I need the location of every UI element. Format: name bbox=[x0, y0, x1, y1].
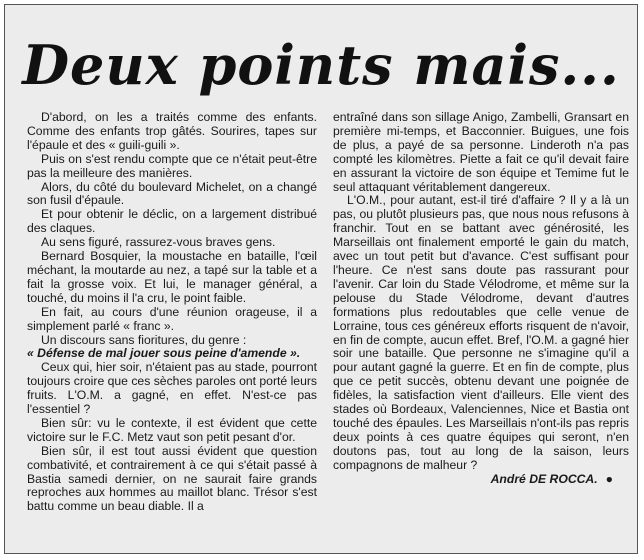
paragraph: Bernard Bosquier, la moustache en bataille, l'œil méchant, la moutarde au nez, a tapé sur la table et a fait la grosse voix. Et lui, le manager général, a touché, du moins il l'a cru, le point faible. bbox=[27, 249, 317, 305]
signature-text: André DE ROCCA. bbox=[490, 471, 598, 486]
right-column bbox=[333, 111, 629, 486]
paragraph: D'abord, on les a traités comme des enfants. Comme des enfants trop gâtés. Sourires, tapes sur l'épaule et des « guili-guili ». bbox=[27, 110, 317, 152]
paragraph: Et pour obtenir le déclic, on a largement distribué des claques. bbox=[27, 207, 317, 236]
paragraph: Bien sûr: vu le contexte, il est évident que cette victoire sur le F.C. Metz vaut son petit pesant d'or. bbox=[27, 415, 317, 444]
paragraph: Ceux qui, hier soir, n'étaient pas au stade, pourront toujours croire que ces sèches paroles ont porté leurs fruits. L'O.M. a gagné, en effet. N'est-ce pas l'essentiel ? bbox=[27, 360, 317, 417]
paragraph: entraîné dans son sillage Anigo, Zambelli, Gransart en première mi-temps, et Bacconnier. Buigues, une fois de plus, a payé de sa personne. Linderoth n'a pas compté les kilomètres. Piette a fait ce qu'il devait faire en assurant la victoire de son équipe et Temime fut le seul attaquant véritablement dangereux. bbox=[333, 110, 629, 194]
left-column bbox=[27, 111, 317, 514]
paragraph: L'O.M., pour autant, est-il tiré d'affaire ? Il y a là un pas, ou plutôt plusieurs pas, que nous nous refusons à franchir. Tout en se battant avec générosité, les Marseillais ont finalement emporté le gain du match, avec un tout petit but d'avance. C'est suffisant pour l'heure. Ce n'est sans doute pas rassurant pour l'avenir. Car loin du Stade Vélodrome, et même sur la pelouse du Stade Vélodrome, devant d'autres formations plus redoutables que celle venue de Lorraine, tous ces généreux efforts risquent de n'avoir, en fin de compte, aucun effet. Bref, l'O.M. a gagné hier soir une bataille. Que personne ne s'imagine qu'il a pour autant gagné la guerre. Et en fin de compte, plus que ce petit succès, obtenu devant une poignée de fidèles, la satisfaction vient d'ailleurs. Elle vient des stades où Bordeaux, Valenciennes, Nice et Bastia ont touché des épaules. Les Marseillais n'ont-ils pas repris deux points à ces quatre équipes qui seront, n'en doutons pas, tout au long de la saison, leurs compagnons de malheur ? bbox=[333, 193, 629, 472]
paragraph: Au sens figuré, rassurez-vous braves gens. bbox=[41, 235, 276, 250]
quote: « Défense de mal jouer sous peine d'amende ». bbox=[27, 346, 301, 361]
article-headline: Deux points mais... bbox=[22, 33, 620, 97]
paragraph: Puis on s'est rendu compte que ce n'était peut-être pas la meilleure des manières. bbox=[27, 151, 317, 180]
paragraph: Alors, du côté du boulevard Michelet, on a changé son fusil d'épaule. bbox=[27, 179, 317, 208]
author-signature bbox=[333, 473, 629, 487]
end-mark-icon: ● bbox=[605, 471, 613, 486]
paragraph: Un discours sans fioritures, du genre : bbox=[41, 332, 247, 347]
paragraph: En fait, au cours d'une réunion orageuse, il a simplement parlé « franc ». bbox=[27, 304, 317, 333]
paragraph: Bien sûr, il est tout aussi évident que question combativité, et contrairement à ce qui s'était passé à Bastia samedi dernier, on ne saurait faire grands reproches aux hommes au maillot blanc. Trésor s'est battu comme un beau diable. Il a bbox=[27, 443, 317, 514]
newspaper-clipping bbox=[4, 4, 638, 554]
